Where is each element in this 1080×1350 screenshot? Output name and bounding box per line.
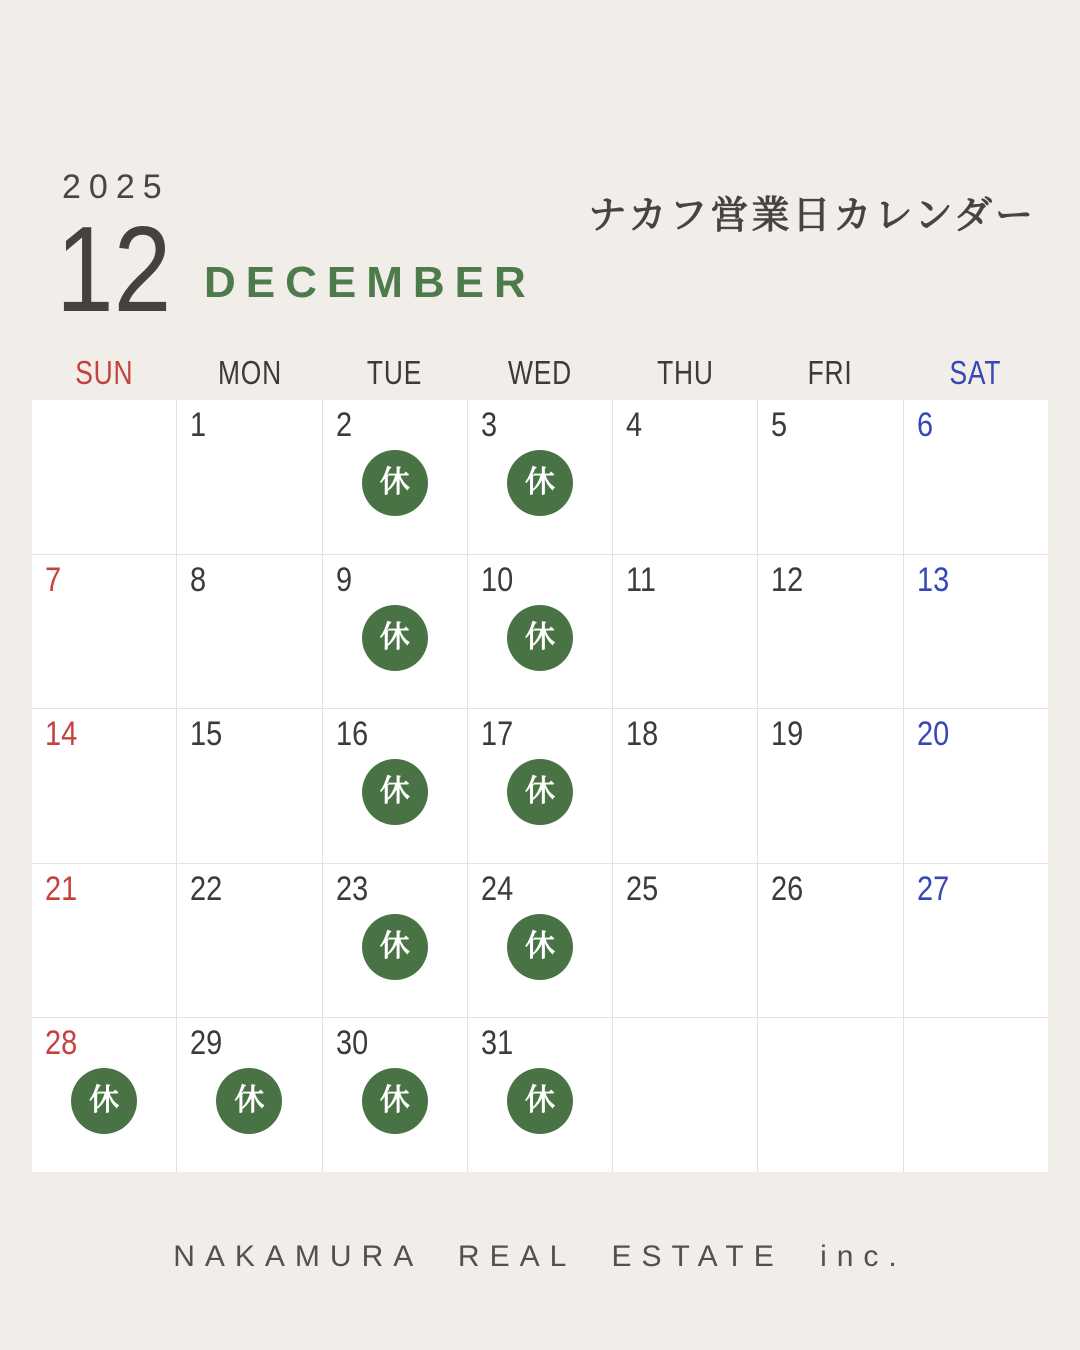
calendar-cell-10: [468, 555, 612, 709]
month-number: 12: [56, 201, 172, 337]
date-number: 16: [335, 715, 368, 754]
weekday-label: MON: [217, 354, 282, 391]
calendar-cell-empty: [613, 1018, 757, 1172]
calendar-cell-4: [613, 400, 757, 554]
weekday-row: [32, 352, 1048, 394]
closed-label: 休: [379, 466, 410, 499]
date-number: 15: [190, 715, 223, 754]
calendar-cell-18: [613, 709, 757, 863]
closed-day-badge: [216, 1068, 282, 1134]
weekday-cell-fri: [758, 352, 903, 394]
closed-label: 休: [379, 1084, 410, 1118]
date-number: 7: [45, 560, 62, 599]
date-number: 26: [771, 869, 804, 908]
date-number: 28: [45, 1024, 78, 1063]
weekday-label: THU: [656, 354, 714, 391]
calendar-cell-29: [177, 1018, 321, 1172]
weekday-label: TUE: [367, 354, 423, 391]
closed-day-badge: [507, 914, 573, 980]
calendar-cell-30: [323, 1018, 467, 1172]
weekday-label: SAT: [949, 354, 1002, 391]
calendar-cell-3: [468, 400, 612, 554]
company-name: NAKAMURA REAL ESTATE inc.: [173, 1240, 907, 1273]
weekday-label: WED: [507, 354, 572, 391]
date-number: 30: [335, 1024, 368, 1063]
calendar-cell-9: [323, 555, 467, 709]
calendar-cell-15: [177, 709, 321, 863]
date-number: 1: [190, 406, 207, 444]
closed-day-badge: [362, 605, 428, 671]
weekday-cell-wed: [467, 352, 612, 394]
closed-label: 休: [524, 620, 555, 654]
closed-day-badge: [71, 1068, 137, 1134]
calendar-cell-31: [468, 1018, 612, 1172]
date-number: 10: [480, 560, 513, 599]
date-number: 14: [45, 715, 78, 754]
date-number: 11: [626, 560, 657, 599]
date-number: 27: [916, 869, 949, 908]
date-number: 31: [480, 1024, 513, 1063]
closed-label: 休: [234, 1084, 265, 1118]
closed-label: 休: [379, 620, 410, 654]
calendar-cell-8: [177, 555, 321, 709]
closed-day-badge: [507, 1068, 573, 1134]
calendar-cell-17: [468, 709, 612, 863]
closed-day-badge: [507, 759, 573, 825]
closed-label: 休: [524, 466, 555, 499]
date-number: 8: [190, 560, 207, 599]
date-number: 20: [916, 715, 949, 754]
calendar-cell-27: [904, 864, 1048, 1018]
closed-day-badge: [362, 759, 428, 825]
calendar-cell-5: [758, 400, 902, 554]
closed-label: 休: [524, 929, 555, 963]
date-number: 12: [771, 560, 804, 599]
poster-title: ナカフ営業日カレンダー: [588, 195, 1036, 237]
date-number: 21: [45, 869, 78, 908]
calendar-cell-11: [613, 555, 757, 709]
calendar-cell-1: [177, 400, 321, 554]
closed-day-badge: [507, 605, 573, 671]
date-number: 2: [335, 406, 352, 444]
weekday-cell-thu: [613, 352, 758, 394]
calendar-grid: [32, 400, 1048, 1172]
calendar-cell-empty: [758, 1018, 902, 1172]
calendar-cell-22: [177, 864, 321, 1018]
weekday-label: SUN: [75, 354, 134, 391]
calendar-cell-2: [323, 400, 467, 554]
calendar-cell-19: [758, 709, 902, 863]
calendar-cell-6: [904, 400, 1048, 554]
date-number: 4: [626, 406, 643, 444]
closed-day-badge: [362, 450, 428, 516]
calendar-cell-23: [323, 864, 467, 1018]
date-number: 19: [771, 715, 804, 754]
calendar-cell-21: [32, 864, 176, 1018]
closed-day-badge: [362, 914, 428, 980]
closed-label: 休: [379, 775, 410, 809]
closed-label: 休: [524, 1084, 555, 1118]
weekday-cell-tue: [322, 352, 467, 394]
calendar-cell-20: [904, 709, 1048, 863]
calendar-cell-25: [613, 864, 757, 1018]
date-number: 5: [771, 406, 788, 444]
closed-day-badge: [362, 1068, 428, 1134]
closed-label: 休: [379, 929, 410, 963]
calendar-cell-14: [32, 709, 176, 863]
month-name: DECEMBER: [204, 258, 536, 307]
date-number: 6: [916, 406, 933, 444]
calendar-cell-13: [904, 555, 1048, 709]
weekday-label: FRI: [807, 354, 853, 391]
year-label: 2025: [62, 168, 170, 206]
weekday-cell-mon: [177, 352, 322, 394]
date-number: 24: [480, 869, 513, 908]
calendar-cell-empty: [904, 1018, 1048, 1172]
closed-label: 休: [524, 775, 555, 809]
calendar-cell-26: [758, 864, 902, 1018]
date-number: 29: [190, 1024, 223, 1063]
weekday-cell-sun: [32, 352, 177, 394]
closed-day-badge: [507, 450, 573, 516]
date-number: 3: [480, 406, 497, 444]
date-number: 18: [626, 715, 659, 754]
calendar-cell-7: [32, 555, 176, 709]
date-number: 22: [190, 869, 223, 908]
date-number: 17: [480, 715, 513, 754]
calendar-cell-12: [758, 555, 902, 709]
weekday-cell-sat: [903, 352, 1048, 394]
calendar-cell-28: [32, 1018, 176, 1172]
calendar-cell-24: [468, 864, 612, 1018]
closed-label: 休: [89, 1084, 120, 1118]
date-number: 23: [335, 869, 368, 908]
calendar-cell-empty: [32, 400, 176, 554]
date-number: 13: [916, 560, 949, 599]
date-number: 25: [626, 869, 659, 908]
date-number: 9: [335, 560, 352, 599]
calendar-cell-16: [323, 709, 467, 863]
